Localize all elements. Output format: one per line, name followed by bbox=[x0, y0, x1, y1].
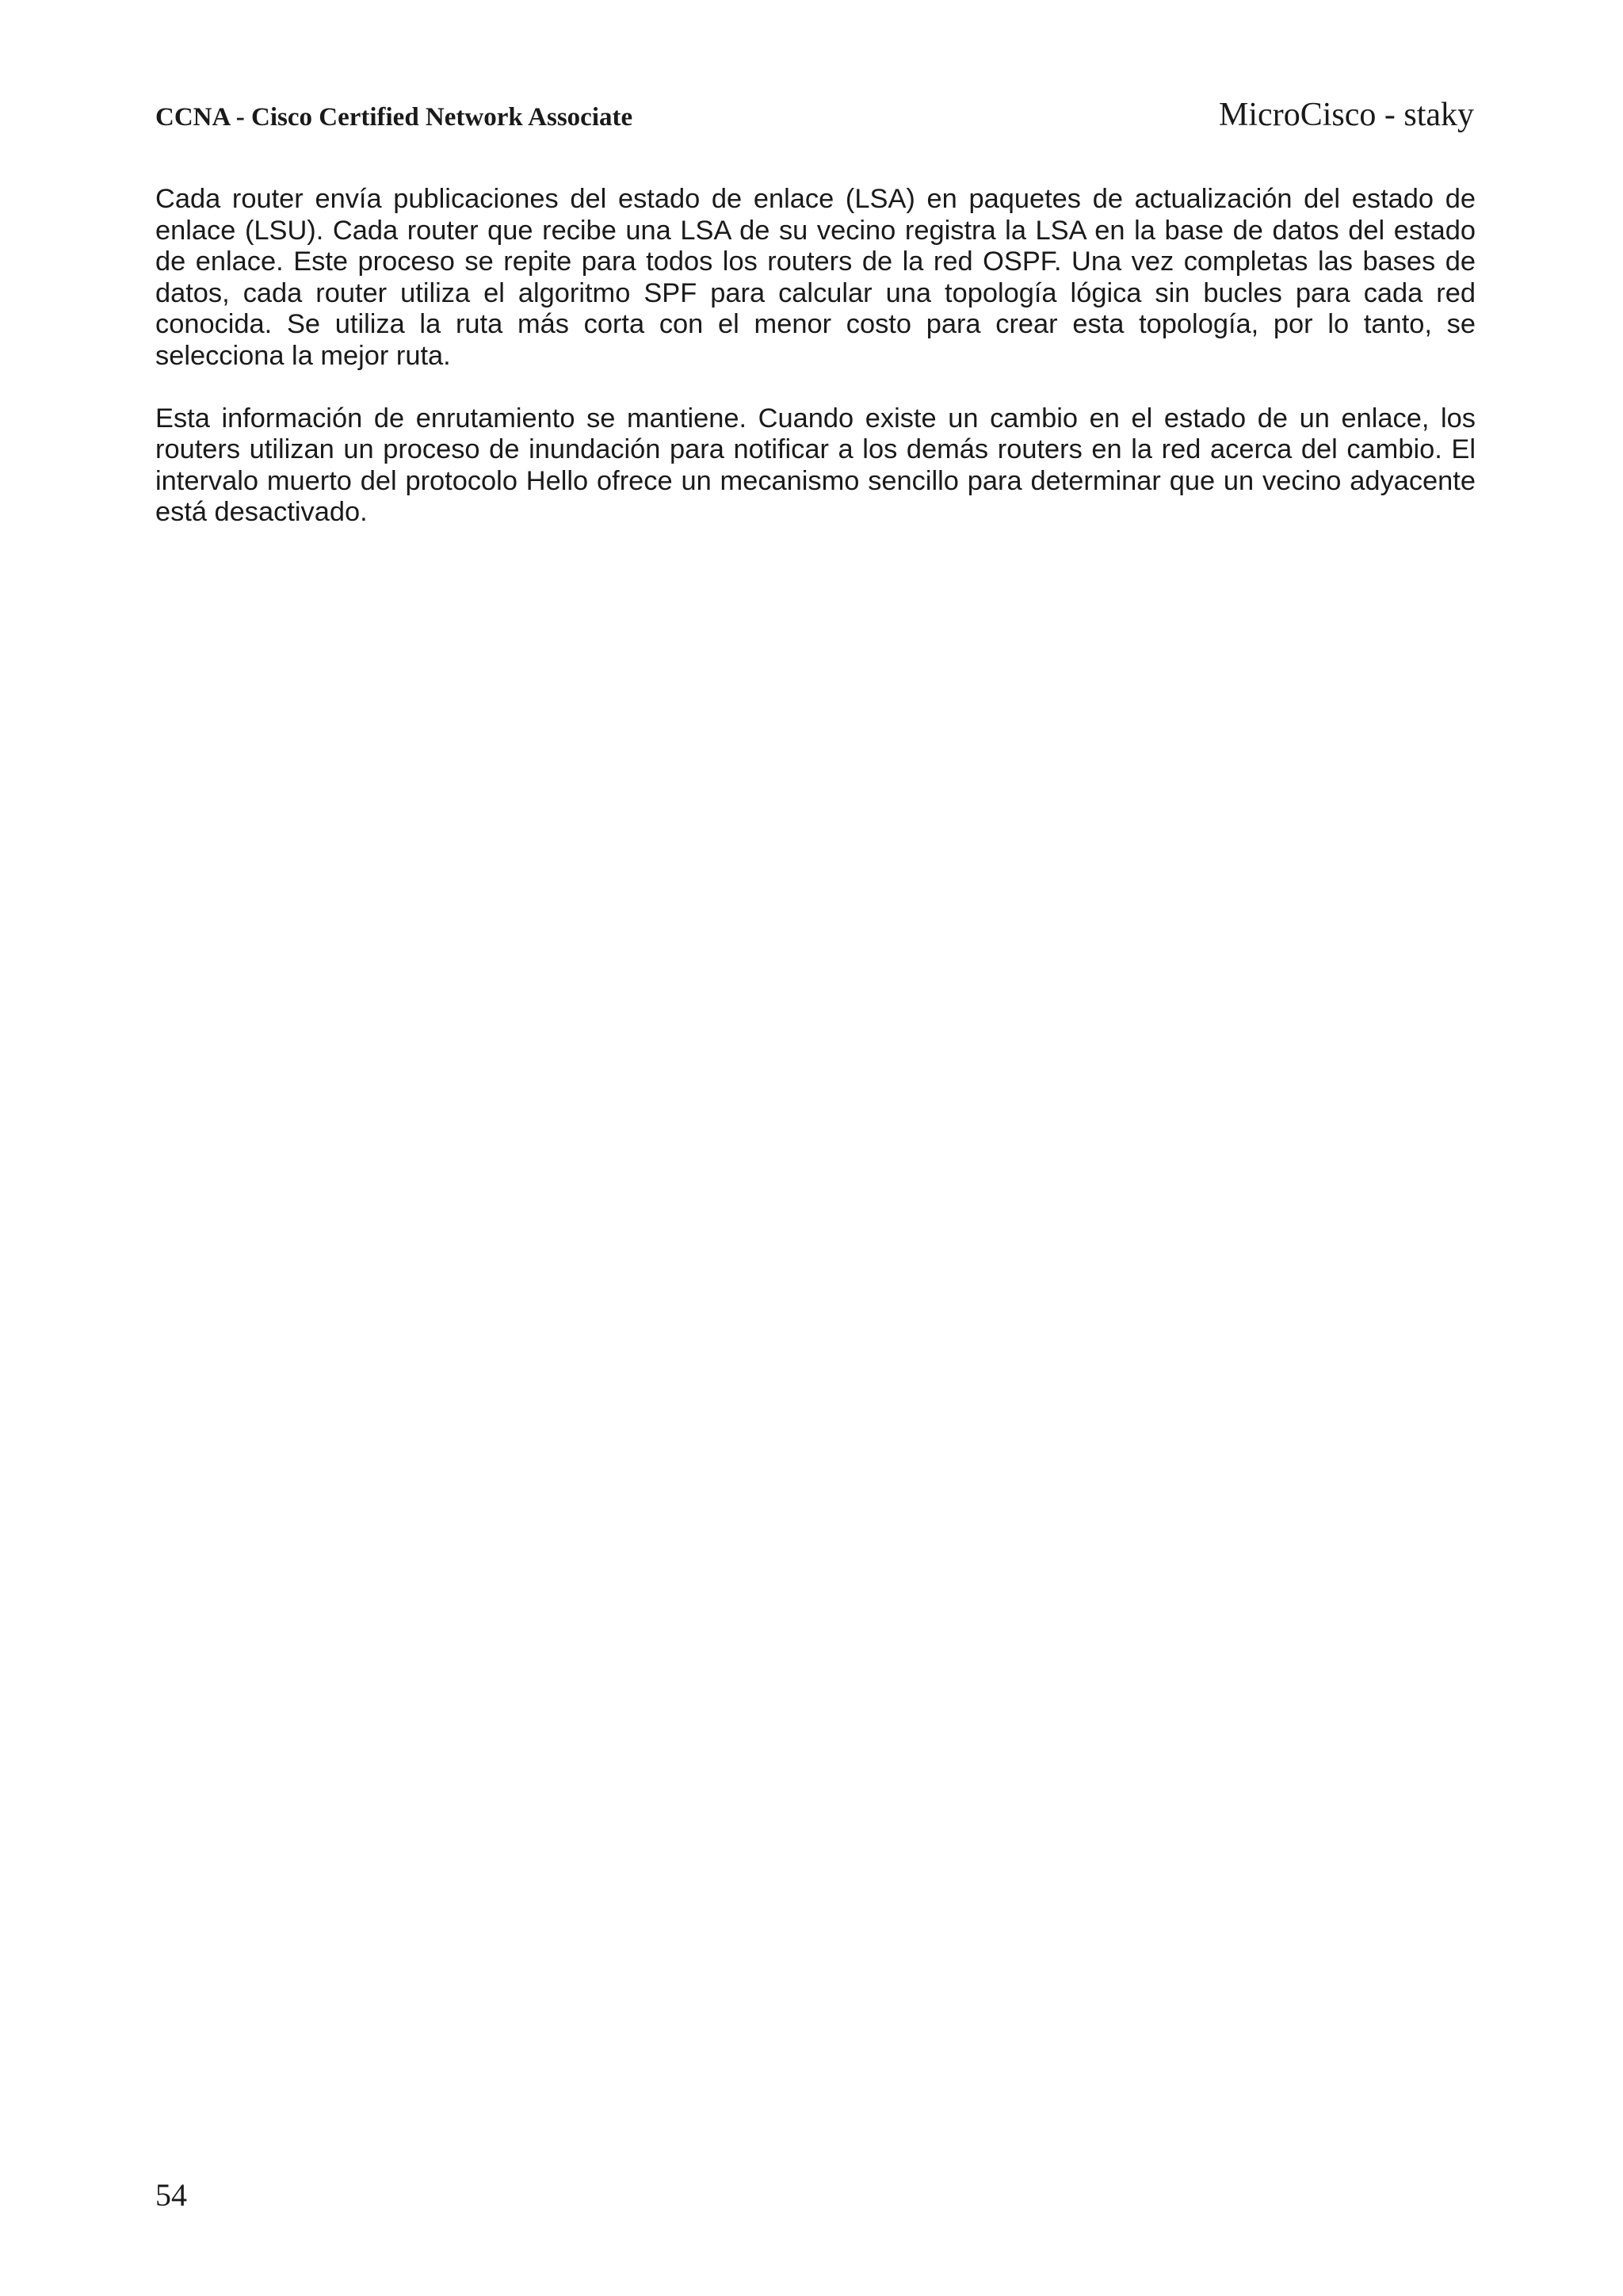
page-number: 54 bbox=[155, 2177, 187, 2213]
paragraph-lsa-spf: Cada router envía publicaciones del estado de enlace (LSA) en paquetes de actualización del estado de enlace (LSU). Cada router que recibe una LSA de su vecino registra la LSA en la base de datos del estado de enlace. Este proceso se repite para todos los routers de la red OSPF. Una vez completas las bases de datos, cada router utiliza el algoritmo SPF para calcular una topología lógica sin bucles para cada red conocida. Se utiliza la ruta más corta con el menor costo para crear esta topología, por lo tanto, se selecciona la mejor ruta. bbox=[155, 184, 1476, 371]
header-author: MicroCisco - staky bbox=[1219, 97, 1474, 133]
body-text bbox=[155, 184, 1476, 560]
header-title: CCNA - Cisco Certified Network Associate bbox=[155, 103, 633, 132]
paragraph-flooding-hello: Esta información de enrutamiento se mantiene. Cuando existe un cambio en el estado de un enlace, los routers utilizan un proceso de inundación para notificar a los demás routers en la red acerca del cambio. El intervalo muerto del protocolo Hello ofrece un mecanismo sencillo para determinar que un vecino adyacente está desactivado. bbox=[155, 403, 1476, 527]
